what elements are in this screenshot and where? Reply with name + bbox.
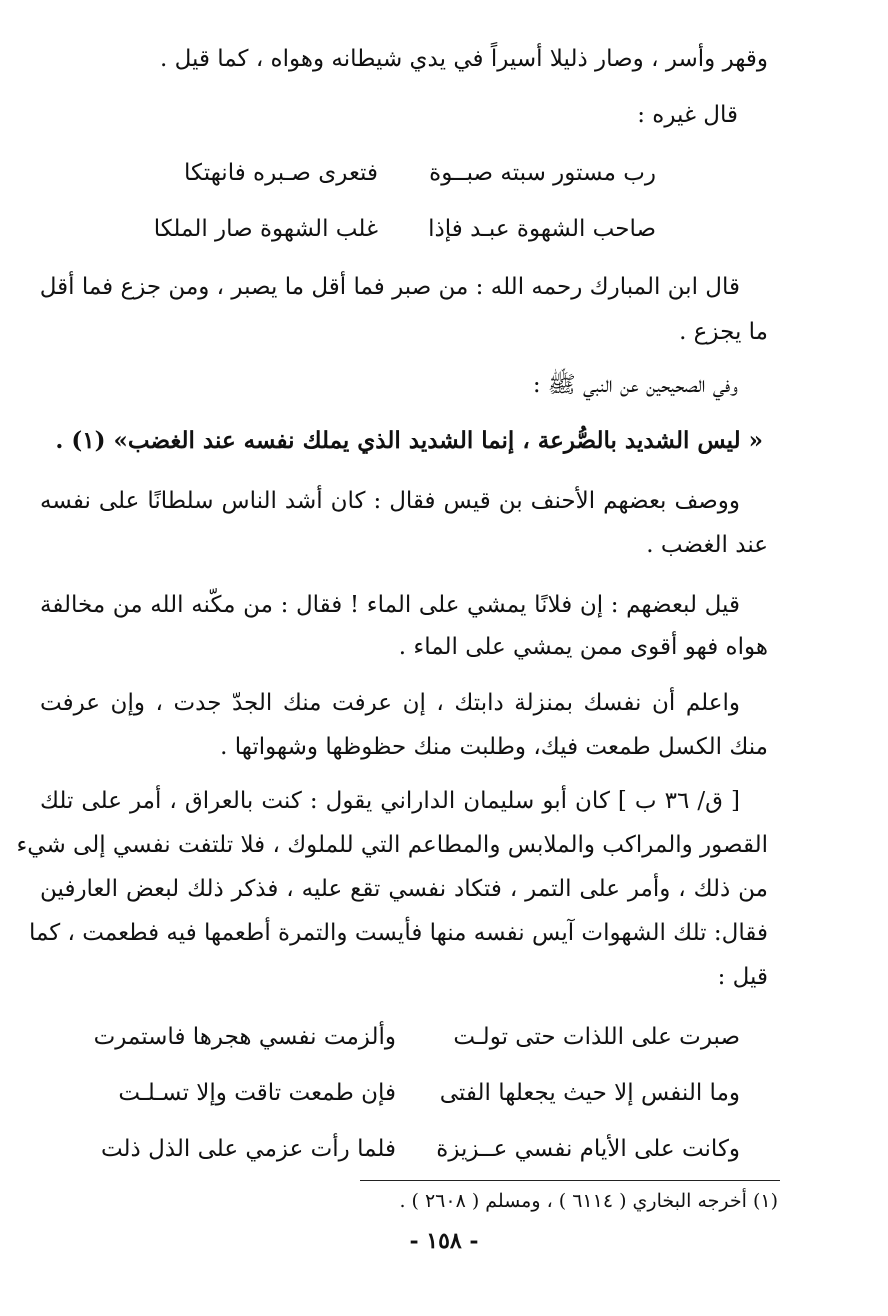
verse-left: فلما رأت عزمي على الذل ذلت	[100, 1136, 396, 1162]
text-line: هواه فهو أقوى ممن يمشي على الماء .	[398, 634, 768, 660]
verse-left: وألزمت نفسي هجرها فاستمرت	[93, 1024, 396, 1050]
verse-left: فتعرى صـبره فانهتكا	[184, 160, 378, 186]
text-line: وفي الصحيحين عن النبي ﷺ :	[532, 372, 738, 398]
text-line: فقال: تلك الشهوات آيس نفسه منها فأيست والتمرة أطعمها فيه فطعمت ، كما	[28, 920, 768, 946]
page-number: - ١٥٨ -	[409, 1228, 479, 1254]
text-line: قيل :	[717, 964, 768, 990]
verse-right: وما النفس إلا حيث يجعلها الفتى	[439, 1080, 740, 1106]
text-line: قال ابن المبارك رحمه الله : من صبر فما أقل ما يصبر ، ومن جزع فما أقل	[39, 274, 740, 300]
text-line: ووصف بعضهم الأحنف بن قيس فقال : كان أشد الناس سلطانًا على نفسه	[40, 488, 740, 514]
verse-left: فإن طمعت تاقت وإلا تسـلـت	[118, 1080, 396, 1106]
verse-right: رب مستور سبته صبــوة	[429, 160, 656, 186]
footnote-separator	[360, 1180, 780, 1181]
text-line: القصور والمراكب والملابس والمطاعم التي للملوك ، فلا تلتفت نفسي إلى شيء	[16, 832, 768, 858]
verse-right: وكانت على الأيام نفسي عــزيزة	[436, 1136, 740, 1162]
text-line: وقهر وأسر ، وصار ذليلا أسيراً في يدي شيطانه وهواه ، كما قيل .	[159, 46, 768, 72]
verse-left: غلب الشهوة صار الملكا	[153, 216, 378, 242]
text-line: واعلم أن نفسك بمنزلة دابتك ، إن عرفت منك الجدّ جدت ، وإن عرفت	[40, 690, 740, 716]
footnote: (١) أخرجه البخاري ( ٦١١٤ ) ، ومسلم ( ٢٦٠٨ ) .	[399, 1190, 778, 1212]
verse-right: صبرت على اللذات حتى تولـت	[453, 1024, 740, 1050]
hadith-line: « ليس الشديد بالصُّرعة ، إنما الشديد الذي يملك نفسه عند الغضب» (١) .	[55, 427, 763, 454]
text-line: قيل لبعضهم : إن فلانًا يمشي على الماء ! فقال : من مكّنه الله من مخالفة	[40, 592, 740, 618]
text-line: منك الكسل طمعت فيك، وطلبت منك حظوظها وشهواتها .	[220, 734, 768, 760]
text-line: [ ق/ ٣٦ ب ] كان أبو سليمان الداراني يقول : كنت بالعراق ، أمر على تلك	[40, 788, 740, 814]
text-line: من ذلك ، وأمر على التمر ، فتكاد نفسي تقع عليه ، فذكر ذلك لبعض العارفين	[40, 876, 768, 902]
text-line: قال غيره :	[637, 102, 738, 128]
text-line: ما يجزع .	[679, 319, 768, 345]
verse-right: صاحب الشهوة عبـد فإذا	[428, 216, 656, 242]
text-line: عند الغضب .	[646, 532, 768, 558]
